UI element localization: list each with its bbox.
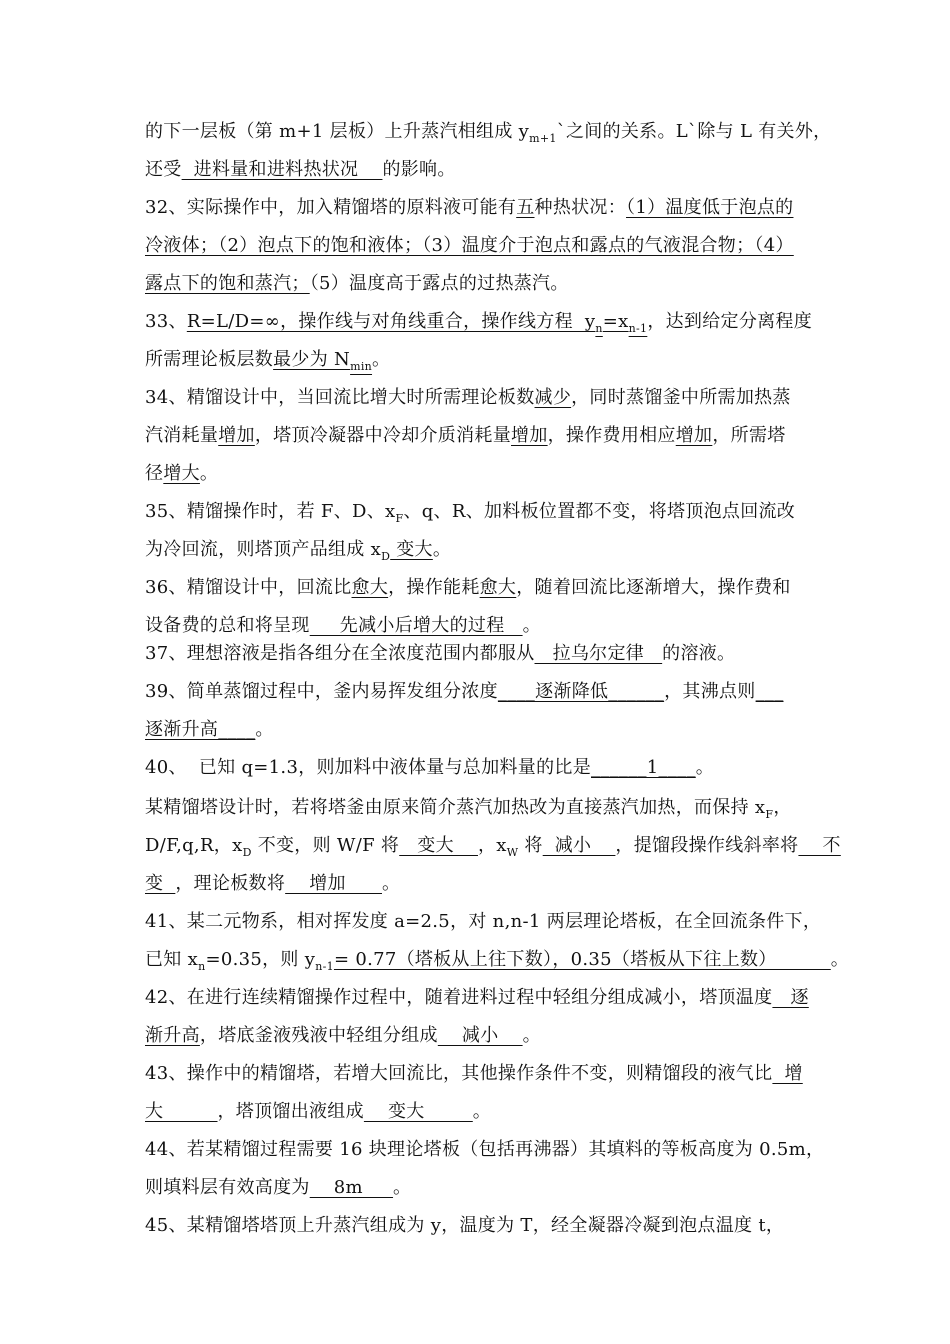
text-line xyxy=(145,986,810,1010)
answer-underlined: 变 xyxy=(145,873,176,894)
answer-underlined: 最少为 N xyxy=(273,349,351,370)
answer-underlined: 渐升高 xyxy=(145,1025,200,1046)
text-segment: 已知 x xyxy=(145,949,199,970)
text-line xyxy=(145,614,810,638)
text-line xyxy=(145,718,810,742)
text-line xyxy=(145,120,832,145)
subscript: n-1 xyxy=(315,960,334,973)
text-segment: ，塔顶冷凝器中冷却介质消耗量 xyxy=(254,425,512,446)
text-line xyxy=(145,500,810,524)
text-segment: `之间的关系。L`除与 L 有关外， xyxy=(556,121,832,142)
answer-underlined: 愈大 xyxy=(351,577,389,598)
answer-underlined: 拉乌尔定律 xyxy=(534,643,663,664)
subscript: min xyxy=(350,360,373,373)
text-line xyxy=(145,796,810,820)
text-segment: 。 xyxy=(695,757,715,778)
text-segment: 径 xyxy=(145,463,164,484)
answer-underlined: 增加 xyxy=(675,425,713,446)
text-line xyxy=(145,834,841,859)
text-line xyxy=(145,576,810,600)
answer-underlined: = 0.77（塔板从上往下数），0.35（塔板从下往上数） xyxy=(333,949,831,970)
text-segment: ，塔底釜液残液中轻组分组成 xyxy=(199,1025,438,1046)
text-line xyxy=(145,1138,825,1162)
answer-underlined: 逐渐升高____ xyxy=(145,719,256,740)
answer-underlined: 增加 xyxy=(218,425,255,446)
text-segment: 。 xyxy=(522,615,541,636)
answer-underlined: 变大 xyxy=(390,539,433,560)
text-segment: 的下一层板（第 m+1 层板）上升蒸汽相组成 y xyxy=(145,121,530,142)
text-segment: 。 xyxy=(393,1177,412,1198)
text-line xyxy=(145,348,810,372)
text-segment: 33、 xyxy=(145,311,187,332)
text-line xyxy=(145,386,810,410)
text-line xyxy=(145,462,810,486)
answer-underlined: 减小 xyxy=(542,835,616,856)
text-line xyxy=(145,948,850,973)
text-segment: 。 xyxy=(830,949,850,970)
answer-underlined: R=L/D=∞，操作线与对角线重合，操作线方程 y xyxy=(186,311,596,332)
subscript: n xyxy=(198,960,206,973)
text-segment: 汽消耗量 xyxy=(145,425,219,446)
text-segment: ，操作能耗 xyxy=(388,577,480,598)
text-segment: 34、精馏设计中，当回流比增大时所需理论板数 xyxy=(145,387,535,408)
text-segment: ，达到给定分离程度 xyxy=(647,311,813,332)
text-segment: ，其沸点则 xyxy=(664,681,756,702)
answer-underlined: 冷液体；（2）泡点下的饱和液体；（3）温度介于泡点和露点的气液混合物；（4） xyxy=(145,235,794,256)
text-segment: 37、理想溶液是指各组分在全浓度范围内都服从 xyxy=(145,643,535,664)
text-line xyxy=(145,1100,810,1124)
answer-underlined: 增大 xyxy=(163,463,200,484)
text-segment: 种热状况： xyxy=(534,197,627,218)
text-line xyxy=(145,272,810,296)
text-line xyxy=(145,538,810,562)
text-segment: 39、简单蒸馏过程中，釜内易挥发组分浓度 xyxy=(145,681,498,702)
answer-underlined: 五 xyxy=(516,197,535,218)
text-line xyxy=(145,756,810,780)
answer-underlined: （1）温度低于泡点的 xyxy=(626,197,794,218)
text-segment: 、q、R、加料板位置都不变，将塔顶泡点回流改 xyxy=(403,501,796,522)
answer-underlined: ______1____ xyxy=(591,757,696,778)
text-segment: 的溶液。 xyxy=(662,643,736,664)
text-segment: 某精馏塔设计时，若将塔釜由原来简介蒸汽加热改为直接蒸汽加热，而保持 x xyxy=(145,797,766,818)
text-line xyxy=(145,1176,810,1200)
text-segment: 35、精馏操作时，若 F、D、x xyxy=(145,501,396,522)
text-segment: 。 xyxy=(372,349,391,370)
answer-underlined: 增加 xyxy=(285,873,382,894)
text-segment: 。 xyxy=(522,1025,541,1046)
text-segment: 不变，则 W/F 将 xyxy=(251,835,400,856)
text-line xyxy=(145,1024,810,1048)
text-segment: ，理论板数将 xyxy=(175,873,286,894)
text-segment: 则填料层有效高度为 xyxy=(145,1177,310,1198)
text-segment: 42、在进行连续精馏操作过程中，随着进料过程中轻组分组成减小，塔顶温度 xyxy=(145,987,773,1008)
text-segment: ，x xyxy=(477,835,507,856)
text-segment: ，所需塔 xyxy=(712,425,786,446)
text-segment: 为冷回流，则塔顶产品组成 x xyxy=(145,539,382,560)
text-segment: 设备费的总和将呈现 xyxy=(145,615,310,636)
text-segment: 的影响。 xyxy=(382,159,456,180)
answer-underlined: ___ xyxy=(755,681,784,702)
answer-underlined: =x xyxy=(602,311,629,332)
text-segment: D/F,q,R，x xyxy=(145,835,243,856)
text-line xyxy=(145,234,810,258)
answer-underlined: ____逐渐降低______ xyxy=(497,681,665,702)
text-segment: 32、实际操作中，加入精馏塔的原料液可能有 xyxy=(145,197,517,218)
answer-underlined: 减小 xyxy=(437,1025,523,1046)
text-segment: 45、某精馏塔塔顶上升蒸汽组成为 y，温度为 T，经全凝器冷凝到泡点温度 t， xyxy=(145,1215,785,1236)
text-line xyxy=(145,1062,810,1086)
text-line xyxy=(145,1214,810,1238)
subscript: D xyxy=(381,550,391,563)
text-segment: =0.35，则 y xyxy=(205,949,316,970)
answer-underlined: 变大 xyxy=(399,835,478,856)
text-line xyxy=(145,910,822,934)
answer-underlined: 增加 xyxy=(511,425,548,446)
answer-underlined: 增 xyxy=(772,1063,803,1084)
text-segment: 。 xyxy=(472,1101,492,1122)
answer-underlined: 8m xyxy=(309,1177,394,1198)
answer-underlined: 愈大 xyxy=(479,577,517,598)
answer-underlined: 露点下的饱和蒸汽； xyxy=(145,273,310,294)
subscript: n-1 xyxy=(628,322,648,335)
text-line xyxy=(145,196,810,220)
text-segment: 。 xyxy=(199,463,219,484)
answer-underlined: 大 xyxy=(145,1101,218,1122)
text-line xyxy=(145,310,813,335)
text-line xyxy=(145,680,810,704)
answer-underlined: 变大 xyxy=(363,1101,473,1122)
answer-underlined: 逐 xyxy=(772,987,809,1008)
text-segment: 40、 已知 q=1.3，则加料中液体量与总加料量的比是 xyxy=(145,757,591,778)
text-segment: ， xyxy=(773,797,792,818)
text-segment: 还受 xyxy=(145,159,182,180)
subscript: F xyxy=(395,512,404,525)
answer-underlined: 减少 xyxy=(534,387,572,408)
text-segment: ，塔顶馏出液组成 xyxy=(217,1101,364,1122)
text-segment: ，随着回流比逐渐增大，操作费和 xyxy=(516,577,791,598)
text-line xyxy=(145,642,810,666)
text-segment: 44、若某精馏过程需要 16 块理论塔板（包括再沸器）其填料的等板高度为 0.5m， xyxy=(145,1139,825,1160)
text-segment: 所需理论板层数 xyxy=(145,349,274,370)
text-segment: ，操作费用相应 xyxy=(547,425,676,446)
text-segment: ，同时蒸馏釜中所需加热蒸 xyxy=(571,387,791,408)
answer-underlined: 进料量和进料热状况 xyxy=(181,159,383,180)
subscript: D xyxy=(242,846,252,859)
text-segment: 。 xyxy=(255,719,274,740)
subscript: F xyxy=(765,808,774,821)
text-line xyxy=(145,872,810,896)
text-line xyxy=(145,424,810,448)
text-segment: 。 xyxy=(381,873,401,894)
text-segment: 43、操作中的精馏塔，若增大回流比，其他操作条件不变，则精馏段的液气比 xyxy=(145,1063,773,1084)
text-segment: 将 xyxy=(518,835,543,856)
subscript: m+1 xyxy=(529,132,557,145)
text-line xyxy=(145,158,810,182)
text-segment: （5）温度高于露点的过热蒸汽。 xyxy=(309,273,569,294)
answer-underlined: 不 xyxy=(798,835,841,856)
text-segment: 41、某二元物系，相对挥发度 a=2.5，对 n,n-1 两层理论塔板，在全回流条件下， xyxy=(145,911,822,932)
text-segment: 36、精馏设计中，回流比 xyxy=(145,577,352,598)
subscript: n xyxy=(595,322,603,335)
text-segment: ，提馏段操作线斜率将 xyxy=(615,835,799,856)
subscript: W xyxy=(506,846,519,859)
text-segment: 。 xyxy=(432,539,452,560)
answer-underlined: 先减小后增大的过程 xyxy=(309,615,523,636)
